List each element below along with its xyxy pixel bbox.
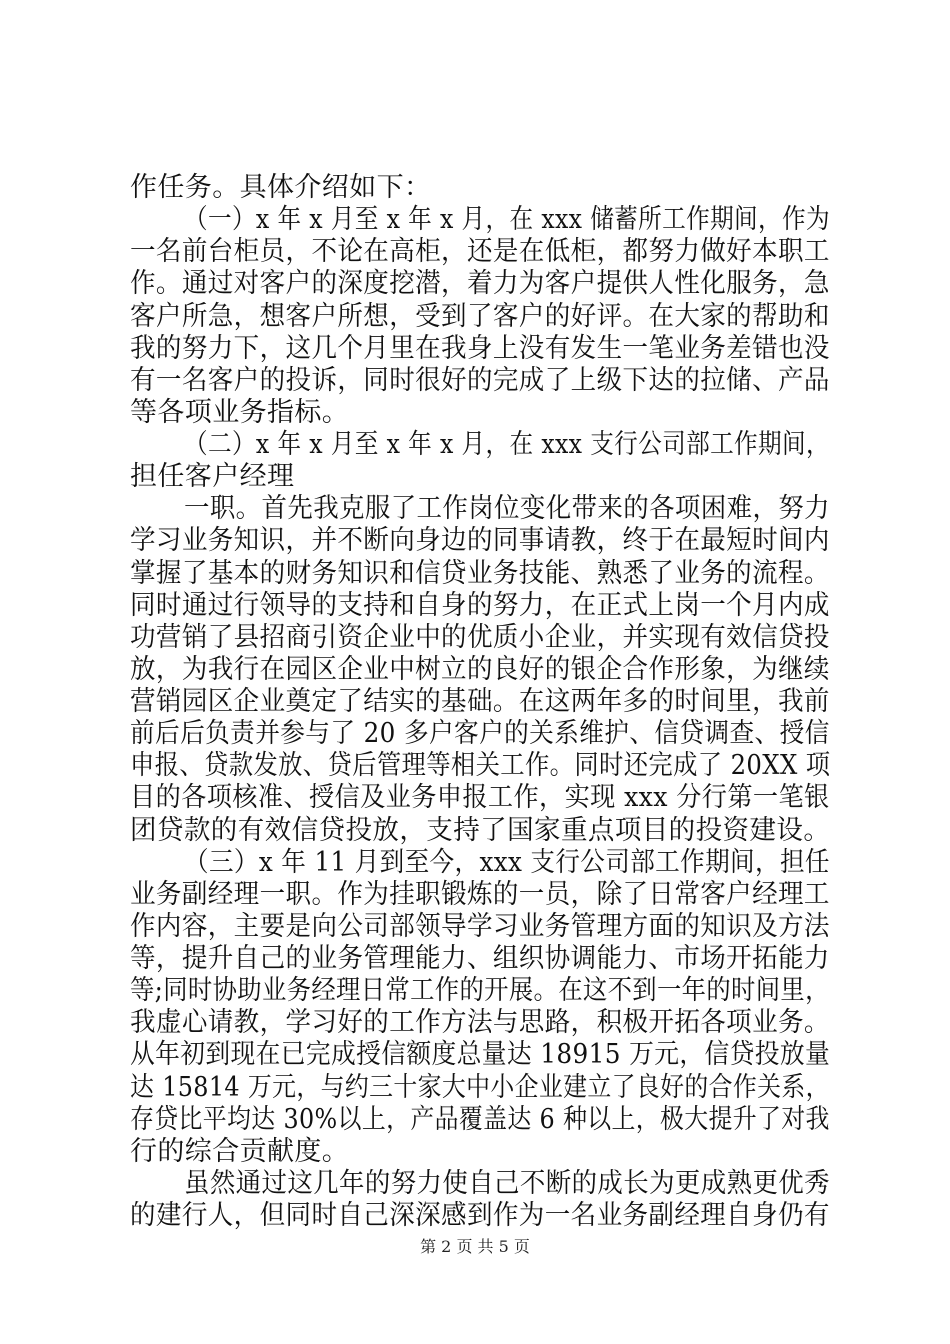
text-line: 我的努力下，这几个月里在我身上没有发生一笔业务差错也没: [130, 333, 830, 364]
text-line: 等各项业务指标。: [130, 397, 350, 428]
text-line: 一名前台柜员，不论在高柜，还是在低柜，都努力做好本职工: [130, 236, 830, 267]
page-number-footer: 第 2 页 共 5 页: [420, 1237, 530, 1256]
text-line: 有一名客户的投诉，同时很好的完成了上级下达的拉储、产品: [130, 365, 830, 396]
text-line: 掌握了基本的财务知识和信贷业务技能、熟悉了业务的流程。: [130, 558, 830, 589]
text-line: 申报、贷款发放、贷后管理等相关工作。同时还完成了 20XX 项: [130, 750, 831, 781]
text-line: 业务副经理一职。作为挂职锻炼的一员，除了日常客户经理工: [130, 879, 830, 910]
text-line: 营销园区企业奠定了结实的基础。在这两年多的时间里，我前: [130, 686, 830, 717]
text-line: 功营销了县招商引资企业中的优质小企业，并实现有效信贷投: [130, 622, 830, 653]
text-line: 客户所急，想客户所想，受到了客户的好评。在大家的帮助和: [130, 301, 830, 332]
paragraph-start-line: 一职。首先我克服了工作岗位变化带来的各项困难，努力: [184, 493, 830, 524]
text-line: 目的各项核准、授信及业务申报工作，实现 xxx 分行第一笔银: [130, 782, 830, 813]
text-line: 前后后负责并参与了 20 多户客户的关系维护、信贷调查、授信: [130, 718, 830, 749]
text-line: 担任客户经理: [130, 461, 295, 492]
text-line: 我虚心请教，学习好的工作方法与思路，积极开拓各项业务。: [130, 1007, 830, 1038]
text-line: 达 15814 万元，与约三十家大中小企业建立了良好的合作关系，: [130, 1072, 830, 1103]
text-line: 存贷比平均达 30%以上，产品覆盖达 6 种以上，极大提升了对我: [130, 1104, 830, 1135]
text-line: 的建行人，但同时自己深深感到作为一名业务副经理自身仍有: [130, 1200, 830, 1231]
text-line: 等;同时协助业务经理日常工作的开展。在这不到一年的时间里，: [130, 975, 830, 1006]
text-line: 同时通过行领导的支持和自身的努力，在正式上岗一个月内成: [130, 590, 830, 621]
paragraph-start-line: （一）x 年 x 月至 x 年 x 月，在 xxx 储蓄所工作期间，作为: [184, 204, 830, 235]
paragraph-start-line: （三）x 年 11 月到至今，xxx 支行公司部工作期间，担任: [184, 847, 830, 878]
text-line: 学习业务知识，并不断向身边的同事请教，终于在最短时间内: [130, 525, 830, 556]
paragraph-start-line: 虽然通过这几年的努力使自己不断的成长为更成熟更优秀: [184, 1168, 830, 1199]
text-line: 放，为我行在园区企业中树立的良好的银企合作形象，为继续: [130, 654, 830, 685]
paragraph-start-line: （二）x 年 x 月至 x 年 x 月，在 xxx 支行公司部工作期间，: [184, 429, 830, 460]
text-line: 团贷款的有效信贷投放，支持了国家重点项目的投资建设。: [130, 815, 831, 846]
text-line: 从年初到现在已完成授信额度总量达 18915 万元，信贷投放量: [130, 1039, 831, 1070]
text-line: 行的综合贡献度。: [130, 1136, 350, 1167]
text-line: 作内容，主要是向公司部领导学习业务管理方面的知识及方法: [130, 911, 830, 942]
text-line: 作。通过对客户的深度挖潜，着力为客户提供人性化服务，急: [130, 268, 830, 299]
text-line: 等，提升自己的业务管理能力、组织协调能力、市场开拓能力: [130, 943, 830, 974]
text-line: 作任务。具体介绍如下：: [130, 172, 432, 203]
